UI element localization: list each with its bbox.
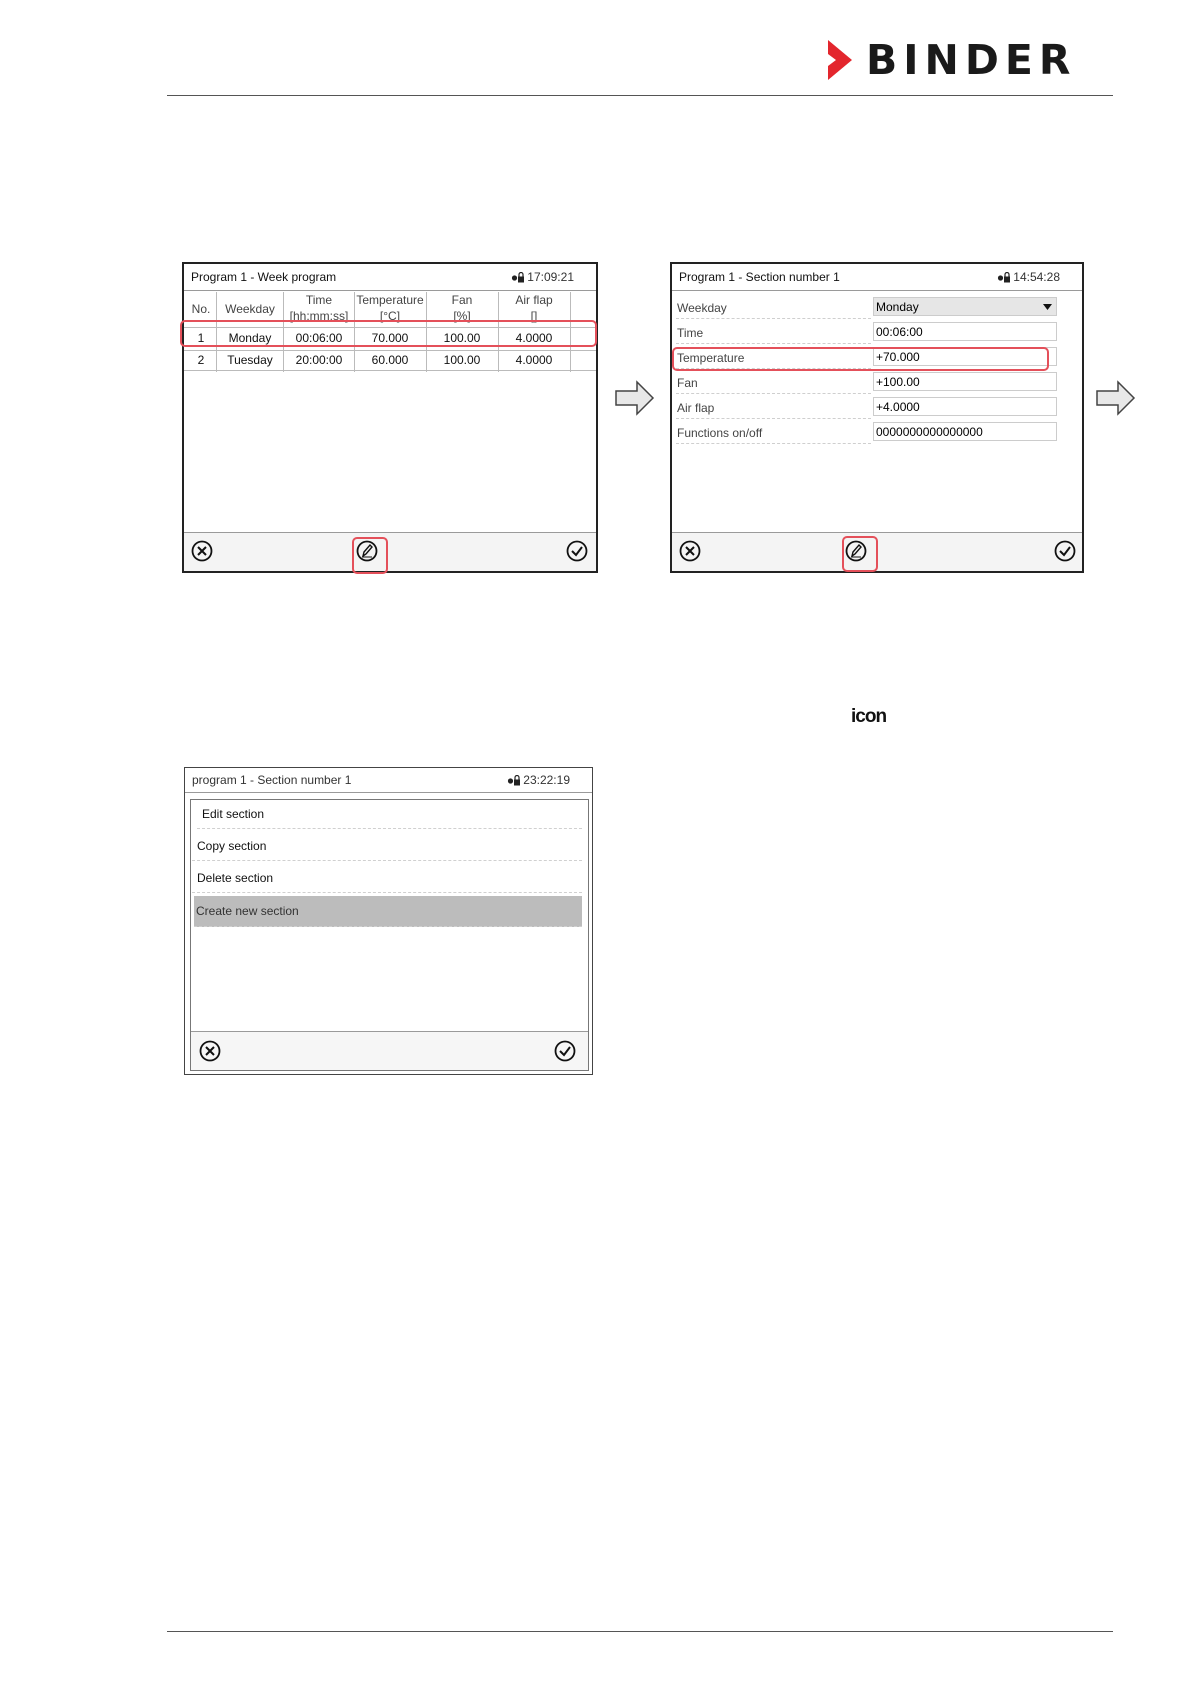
clock [511, 270, 574, 284]
menu-item-label: Create new section [196, 904, 299, 918]
caption-icon-word: icon [851, 706, 887, 727]
row-separator [676, 443, 871, 444]
chevron-down-icon [1043, 304, 1052, 310]
clock-time: 14:54:28 [1013, 270, 1060, 284]
title-bar [672, 264, 1082, 291]
col-header-fan-unit: [%] [453, 309, 471, 323]
functions-input[interactable]: 0000000000000000 [873, 422, 1057, 441]
highlight-row-1 [180, 320, 597, 347]
cell-no: 1 [197, 331, 205, 345]
cancel-icon[interactable] [191, 540, 213, 562]
header-rule [167, 95, 1113, 96]
cell-fan: 100.00 [443, 331, 481, 345]
title-bar [184, 264, 596, 291]
cell-weekday: Tuesday [227, 353, 273, 367]
arrow-right-icon [615, 380, 655, 416]
confirm-icon[interactable] [554, 1040, 576, 1062]
user-lock-icon [507, 775, 520, 786]
field-label-temperature: Temperature [677, 351, 745, 365]
binder-logo [826, 36, 1077, 84]
section-edit-screen [670, 262, 1084, 573]
menu-item-label: Delete section [197, 871, 274, 885]
col-header-no: No. [191, 302, 211, 316]
binder-logo-mark [826, 40, 854, 80]
col-header-weekday: Weekday [225, 302, 275, 316]
col-header-time: Time [305, 293, 333, 307]
cell-time: 00:06:00 [295, 331, 343, 345]
screen-title: program 1 - Section number 1 [192, 773, 352, 787]
row-divider [184, 350, 596, 351]
cell-air-flap: 4.0000 [515, 353, 553, 367]
col-header-temperature: Temperature [356, 293, 424, 307]
cell-air-flap: 4.0000 [515, 331, 553, 345]
menu-item-edit-section[interactable] [197, 800, 582, 829]
cell-temperature: 70.000 [371, 331, 409, 345]
confirm-icon[interactable] [566, 540, 588, 562]
cell-time: 20:00:00 [295, 353, 343, 367]
clock [997, 270, 1060, 284]
bottom-toolbar [184, 532, 596, 571]
field-label-air-flap: Air flap [677, 401, 715, 415]
row-separator [676, 393, 871, 394]
section-menu-screen [184, 767, 593, 1075]
context-menu [190, 799, 589, 1071]
menu-item-delete-section[interactable] [192, 864, 582, 893]
screen-title: Program 1 - Week program [191, 270, 337, 284]
col-header-air-flap-unit: [] [530, 309, 538, 323]
screen-title: Program 1 - Section number 1 [679, 270, 840, 284]
field-label-weekday: Weekday [677, 301, 727, 315]
cancel-icon[interactable] [679, 540, 701, 562]
row-divider [184, 370, 596, 371]
clock-time: 17:09:21 [527, 270, 574, 284]
time-input[interactable]: 00:06:00 [873, 322, 1057, 341]
field-label-fan: Fan [677, 376, 698, 390]
cancel-icon[interactable] [199, 1040, 221, 1062]
col-header-time-unit: [hh:mm:ss] [289, 309, 349, 323]
highlight-edit-button [352, 537, 388, 574]
footer-rule [167, 1631, 1113, 1632]
arrow-right-icon [1096, 380, 1136, 416]
highlight-temperature-row [672, 347, 1049, 371]
field-label-time: Time [677, 326, 704, 340]
air-flap-input[interactable]: +4.0000 [873, 397, 1057, 416]
cell-no: 2 [197, 353, 205, 367]
weekday-select[interactable] [873, 297, 1057, 316]
highlight-edit-button [842, 536, 878, 572]
menu-item-label: Edit section [202, 807, 265, 821]
clock-time: 23:22:19 [523, 773, 570, 787]
col-header-temperature-unit: [°C] [379, 309, 401, 323]
menu-item-create-new-section[interactable] [194, 896, 582, 927]
col-header-fan: Fan [451, 293, 473, 307]
cell-fan: 100.00 [443, 353, 481, 367]
user-lock-icon [511, 272, 524, 283]
bottom-toolbar [191, 1031, 588, 1070]
weekday-select-value: Monday [876, 300, 919, 314]
cell-temperature: 60.000 [371, 353, 409, 367]
clock [507, 773, 570, 787]
menu-item-copy-section[interactable] [192, 832, 582, 861]
row-separator [676, 343, 871, 344]
brand-name: BINDER [866, 36, 1077, 84]
fan-input[interactable]: +100.00 [873, 372, 1057, 391]
col-header-air-flap: Air flap [515, 293, 553, 307]
week-program-screen [182, 262, 598, 573]
cell-weekday: Monday [228, 331, 272, 345]
row-separator [676, 418, 871, 419]
user-lock-icon [997, 272, 1010, 283]
row-separator [676, 318, 871, 319]
confirm-icon[interactable] [1054, 540, 1076, 562]
menu-item-label: Copy section [197, 839, 267, 853]
title-bar [185, 768, 592, 793]
field-label-functions: Functions on/off [677, 426, 763, 440]
temperature-input[interactable]: +70.000 [873, 347, 1057, 366]
